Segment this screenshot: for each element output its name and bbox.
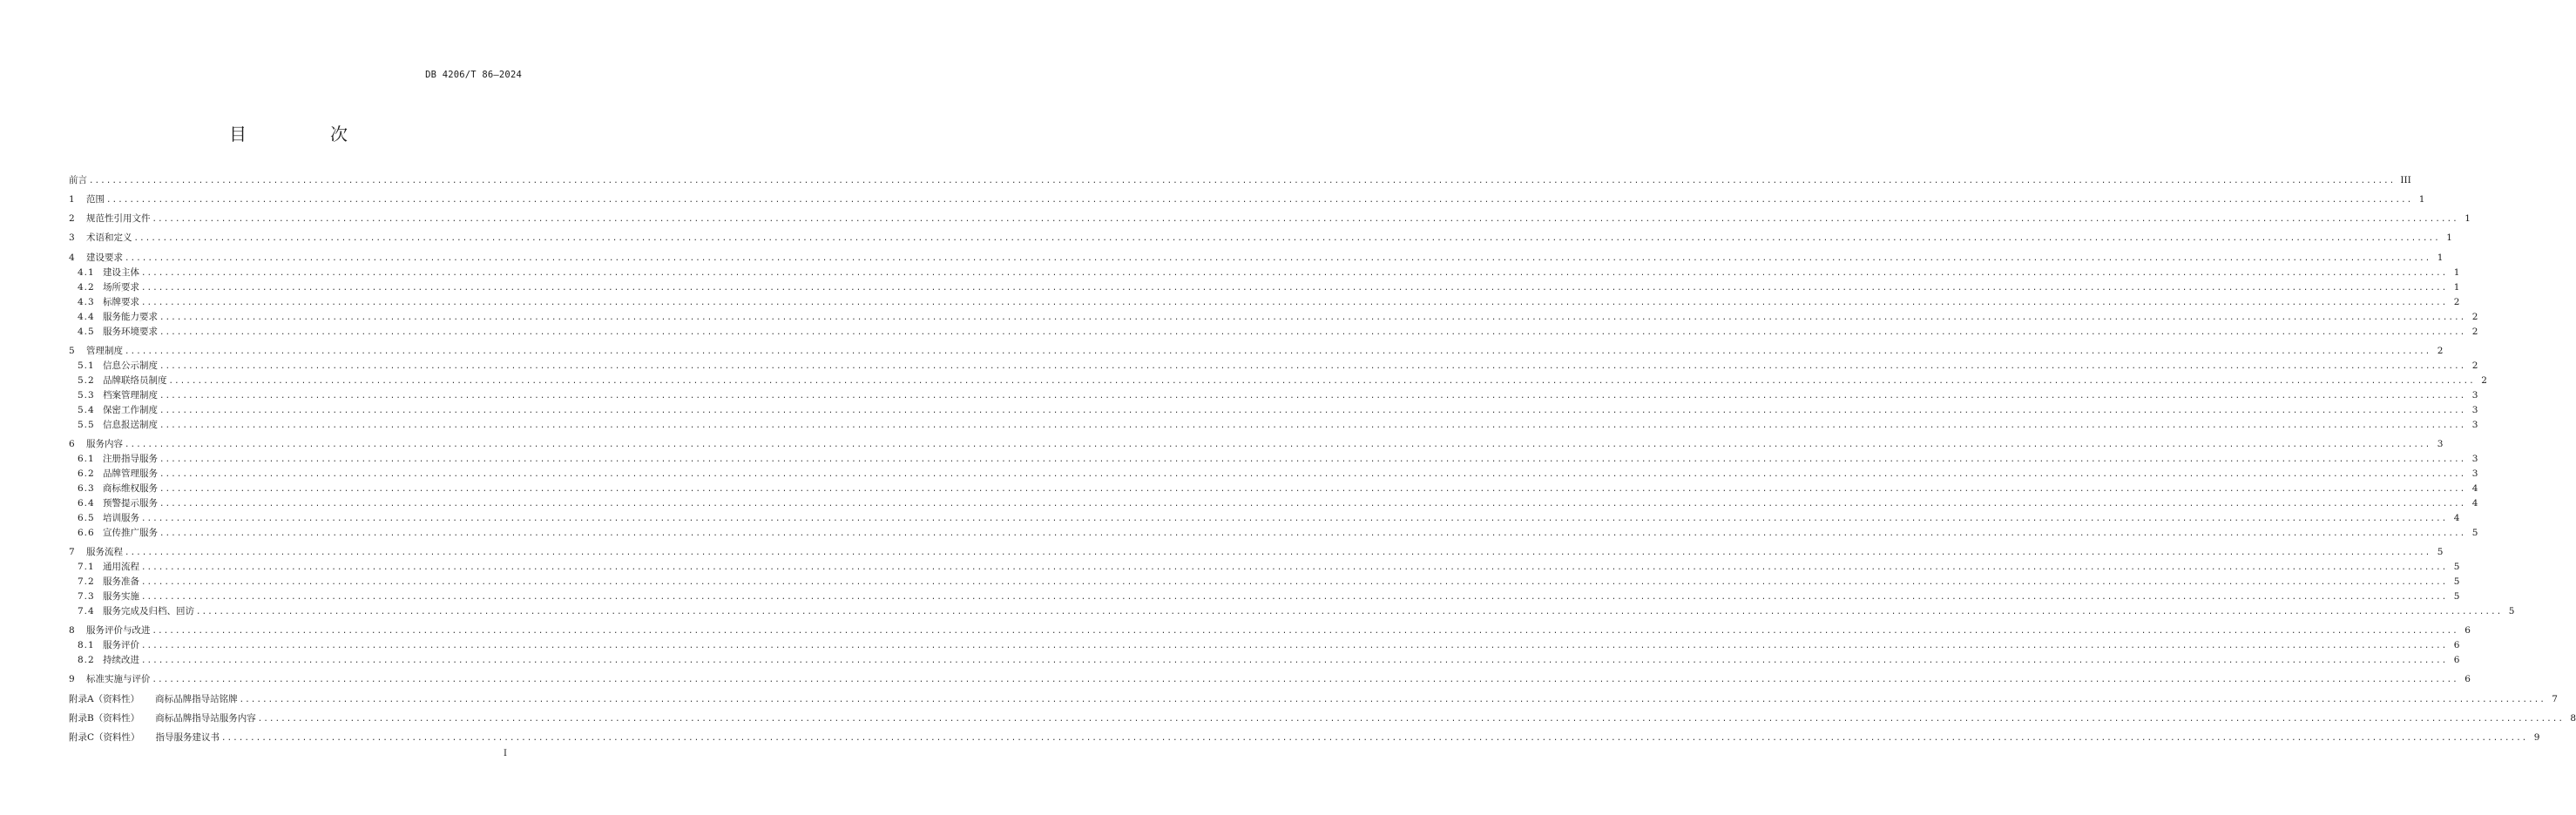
dot-leader: ................................................................................................................................................................................................................................................................................................................................................................................................................ — [125, 549, 2431, 557]
toc-entry-page: 6 — [2453, 640, 2460, 650]
toc-entry-number: 7 — [69, 547, 75, 557]
toc-entry[interactable] — [69, 511, 2460, 526]
toc-entry-page: 6 — [2453, 655, 2460, 665]
toc-entry-number: 7.3 — [78, 591, 95, 602]
toc-entry[interactable] — [69, 545, 2444, 560]
toc-entry[interactable] — [69, 623, 2471, 638]
toc-entry-number: 4.4 — [78, 312, 95, 322]
toc-entry-number: 附录A（资料性） — [69, 694, 140, 704]
toc-entry[interactable] — [69, 589, 2460, 604]
toc-entry-number: 6 — [69, 439, 75, 449]
toc-entry[interactable] — [69, 692, 2558, 707]
dot-leader: ................................................................................................................................................................................................................................................................................................................................................................................................................ — [141, 657, 2448, 665]
dot-leader: ................................................................................................................................................................................................................................................................................................................................................................................................................ — [159, 500, 2466, 509]
toc-entry-number: 6.4 — [78, 498, 95, 509]
toc-entry-page: 5 — [2453, 562, 2460, 572]
toc-entry-number: 3 — [69, 232, 75, 243]
toc-entry[interactable] — [69, 192, 2425, 207]
dot-leader: ................................................................................................................................................................................................................................................................................................................................................................................................................ — [257, 715, 2565, 724]
toc-entry-page: 5 — [2453, 591, 2460, 602]
toc-entry-number: 5.5 — [78, 420, 95, 430]
toc-entry[interactable] — [69, 231, 2452, 246]
toc-entry-title: 注册指导服务 — [103, 454, 158, 464]
toc-entry-title: 信息公示制度 — [103, 360, 158, 371]
toc-entry-number: 9 — [69, 674, 75, 684]
dot-leader: ................................................................................................................................................................................................................................................................................................................................................................................................................ — [159, 470, 2466, 479]
dot-leader: ................................................................................................................................................................................................................................................................................................................................................................................................................ — [221, 734, 2528, 743]
toc-entry-page: 3 — [2471, 468, 2478, 479]
toc-entry-title: 服务评价 — [103, 640, 139, 650]
page-number: I — [504, 749, 507, 758]
toc-entry-number: 5.1 — [78, 360, 95, 371]
toc-entry-number: 7.4 — [78, 606, 95, 616]
toc-entry-number: 6.1 — [78, 454, 95, 464]
toc-entry[interactable] — [69, 604, 2515, 619]
dot-leader: ................................................................................................................................................................................................................................................................................................................................................................................................................ — [239, 696, 2546, 704]
toc-entry-number: 5.4 — [78, 405, 95, 415]
toc-entry-title: 场所要求 — [103, 282, 139, 293]
toc-entry-title: 品牌管理服务 — [103, 468, 158, 479]
standard-code: DB 4206/T 86—2024 — [425, 70, 522, 80]
toc-entry[interactable] — [69, 403, 2478, 418]
page-title: 目 次 — [229, 124, 381, 145]
toc-entry-title: 范围 — [86, 194, 105, 205]
toc-entry[interactable] — [69, 482, 2478, 496]
toc-entry[interactable] — [69, 344, 2444, 359]
dot-leader: ................................................................................................................................................................................................................................................................................................................................................................................................................ — [133, 234, 2440, 243]
dot-leader: ................................................................................................................................................................................................................................................................................................................................................................................................................ — [141, 642, 2448, 650]
toc-entry-title: 标牌要求 — [103, 297, 139, 307]
dot-leader: ................................................................................................................................................................................................................................................................................................................................................................................................................ — [152, 215, 2458, 224]
toc-entry-page: 3 — [2471, 454, 2478, 464]
toc-entry-number: 2 — [69, 213, 75, 224]
toc-entry-title: 档案管理制度 — [103, 390, 158, 401]
toc-entry-title: 指导服务建议书 — [155, 732, 220, 743]
toc-entry[interactable] — [69, 295, 2460, 310]
toc-entry-title: 规范性引用文件 — [86, 213, 151, 224]
toc-entry-page: 1 — [2446, 232, 2452, 243]
toc-entry-title: 持续改进 — [103, 655, 139, 665]
toc-entry-title: 前言 — [69, 175, 87, 185]
toc-entry[interactable] — [69, 638, 2460, 653]
toc-entry-number: 6.2 — [78, 468, 95, 479]
dot-leader: ................................................................................................................................................................................................................................................................................................................................................................................................................ — [141, 563, 2448, 572]
dot-leader: ................................................................................................................................................................................................................................................................................................................................................................................................................ — [159, 313, 2466, 322]
toc-entry-title: 保密工作制度 — [103, 405, 158, 415]
toc-entry-page: 3 — [2471, 405, 2478, 415]
dot-leader: ................................................................................................................................................................................................................................................................................................................................................................................................................ — [159, 407, 2466, 415]
toc-entry-page: 2 — [2471, 360, 2478, 371]
toc-entry-title: 预警提示服务 — [103, 498, 158, 509]
toc-entry[interactable] — [69, 251, 2444, 266]
toc-entry-title: 信息报送制度 — [103, 420, 158, 430]
toc-entry-number: 1 — [69, 194, 75, 205]
toc-entry-number: 附录C（资料性） — [69, 732, 140, 743]
dot-leader: ................................................................................................................................................................................................................................................................................................................................................................................................................ — [141, 299, 2448, 307]
toc-entry-title: 建设主体 — [103, 267, 139, 278]
toc-entry-page: 5 — [2471, 528, 2478, 538]
toc-entry-title: 通用流程 — [103, 562, 139, 572]
dot-leader: ................................................................................................................................................................................................................................................................................................................................................................................................................ — [159, 392, 2466, 401]
toc-entry-page: 2 — [2481, 375, 2487, 386]
toc-entry[interactable] — [69, 280, 2460, 295]
toc-entry-title: 商标维权服务 — [103, 483, 158, 494]
dot-leader: ................................................................................................................................................................................................................................................................................................................................................................................................................ — [168, 377, 2475, 386]
toc-entry[interactable] — [69, 212, 2471, 226]
toc-entry-page: 5 — [2437, 547, 2444, 557]
toc-entry-number: 4.1 — [78, 267, 95, 278]
toc-entry[interactable] — [69, 496, 2478, 511]
toc-entry-page: 3 — [2437, 439, 2444, 449]
dot-leader: ................................................................................................................................................................................................................................................................................................................................................................................................................ — [141, 593, 2448, 602]
toc-entry[interactable] — [69, 731, 2540, 745]
toc-entry-page: III — [2400, 175, 2411, 185]
toc-entry-number: 6.5 — [78, 513, 95, 523]
toc-entry-number: 7.2 — [78, 576, 95, 587]
dot-leader: ................................................................................................................................................................................................................................................................................................................................................................................................................ — [159, 529, 2466, 538]
dot-leader: ................................................................................................................................................................................................................................................................................................................................................................................................................ — [159, 421, 2466, 430]
toc-entry[interactable] — [69, 266, 2460, 280]
dot-leader: ................................................................................................................................................................................................................................................................................................................................................................................................................ — [196, 608, 2503, 616]
dot-leader: ................................................................................................................................................................................................................................................................................................................................................................................................................ — [89, 177, 2396, 185]
toc-entry-title: 服务实施 — [103, 591, 139, 602]
toc-entry-number: 4.3 — [78, 297, 95, 307]
toc-entry-page: 3 — [2471, 390, 2478, 401]
toc-entry-number: 6.6 — [78, 528, 95, 538]
toc-entry-title: 术语和定义 — [86, 232, 132, 243]
toc-entry-title: 服务准备 — [103, 576, 139, 587]
toc-entry[interactable] — [69, 711, 2576, 726]
dot-leader: ................................................................................................................................................................................................................................................................................................................................................................................................................ — [125, 441, 2431, 449]
dot-leader: ................................................................................................................................................................................................................................................................................................................................................................................................................ — [152, 627, 2458, 636]
toc-entry-page: 4 — [2471, 483, 2478, 494]
toc-entry-number: 4.2 — [78, 282, 95, 293]
toc-entry[interactable] — [69, 325, 2478, 340]
toc-entry-page: 3 — [2471, 420, 2478, 430]
toc-entry-page: 1 — [2418, 194, 2425, 205]
dot-leader: ................................................................................................................................................................................................................................................................................................................................................................................................................ — [159, 328, 2466, 337]
toc-entry-page: 5 — [2508, 606, 2515, 616]
toc-entry-page: 1 — [2453, 282, 2460, 293]
toc-entry-title: 服务评价与改进 — [86, 625, 151, 636]
toc-entry-title: 培训服务 — [103, 513, 139, 523]
toc-entry-page: 9 — [2533, 732, 2540, 743]
dot-leader: ................................................................................................................................................................................................................................................................................................................................................................................................................ — [159, 455, 2466, 464]
dot-leader: ................................................................................................................................................................................................................................................................................................................................................................................................................ — [106, 196, 2413, 205]
toc-entry-page: 1 — [2464, 213, 2471, 224]
dot-leader: ................................................................................................................................................................................................................................................................................................................................................................................................................ — [125, 254, 2431, 263]
toc-entry-page: 2 — [2437, 346, 2444, 356]
toc-entry[interactable] — [69, 467, 2478, 482]
toc-entry[interactable] — [69, 452, 2478, 467]
toc-entry[interactable] — [69, 359, 2478, 374]
toc-entry-number: 4 — [69, 253, 75, 263]
toc-entry-title: 服务内容 — [86, 439, 123, 449]
toc-entry[interactable] — [69, 437, 2444, 452]
dot-leader: ................................................................................................................................................................................................................................................................................................................................................................................................................ — [159, 362, 2466, 371]
toc-entry[interactable] — [69, 672, 2471, 687]
toc-entry-title: 服务环境要求 — [103, 327, 158, 337]
toc-entry-title: 商标品牌指导站铭牌 — [155, 694, 238, 704]
toc-entry-title: 宣传推广服务 — [103, 528, 158, 538]
toc-entry-page: 4 — [2453, 513, 2460, 523]
toc-entry[interactable] — [69, 173, 2411, 188]
toc-entry-page: 6 — [2464, 625, 2471, 636]
dot-leader: ................................................................................................................................................................................................................................................................................................................................................................................................................ — [159, 485, 2466, 494]
toc-entry-number: 8.1 — [78, 640, 95, 650]
toc-entry-number: 5.2 — [78, 375, 95, 386]
toc-entry-page: 1 — [2453, 267, 2460, 278]
toc-entry-page: 5 — [2453, 576, 2460, 587]
toc-entry[interactable] — [69, 418, 2478, 433]
toc-entry-title: 建设要求 — [86, 253, 123, 263]
toc-entry-number: 附录B（资料性） — [69, 713, 140, 724]
toc-entry-title: 服务完成及归档、回访 — [103, 606, 194, 616]
dot-leader: ................................................................................................................................................................................................................................................................................................................................................................................................................ — [141, 269, 2448, 278]
toc-entry[interactable] — [69, 526, 2478, 541]
toc-entry[interactable] — [69, 560, 2460, 575]
dot-leader: ................................................................................................................................................................................................................................................................................................................................................................................................................ — [141, 515, 2448, 523]
toc-entry[interactable] — [69, 310, 2478, 325]
toc-entry-title: 管理制度 — [86, 346, 123, 356]
toc-entry-page: 4 — [2471, 498, 2478, 509]
toc-entry[interactable] — [69, 374, 2487, 388]
toc-entry-title: 标准实施与评价 — [86, 674, 151, 684]
toc-entry[interactable] — [69, 653, 2460, 668]
toc-entry-number: 4.5 — [78, 327, 95, 337]
toc-entry-page: 2 — [2453, 297, 2460, 307]
dot-leader: ................................................................................................................................................................................................................................................................................................................................................................................................................ — [152, 676, 2458, 684]
toc-entry-page: 6 — [2464, 674, 2471, 684]
dot-leader: ................................................................................................................................................................................................................................................................................................................................................................................................................ — [125, 347, 2431, 356]
toc-entry-number: 8 — [69, 625, 75, 636]
toc-entry[interactable] — [69, 575, 2460, 589]
toc-entry-title: 服务能力要求 — [103, 312, 158, 322]
toc-entry-page: 7 — [2552, 694, 2558, 704]
toc-entry-number: 7.1 — [78, 562, 95, 572]
toc-entry-page: 2 — [2471, 327, 2478, 337]
toc-entry-number: 5.3 — [78, 390, 95, 401]
toc-entry-title: 商标品牌指导站服务内容 — [155, 713, 256, 724]
toc-entry-number: 5 — [69, 346, 75, 356]
toc-entry[interactable] — [69, 388, 2478, 403]
toc-entry-title: 服务流程 — [86, 547, 123, 557]
toc-entry-title: 品牌联络员制度 — [103, 375, 167, 386]
toc-entry-page: 1 — [2437, 253, 2444, 263]
toc-entry-number: 8.2 — [78, 655, 95, 665]
toc-entry-number: 6.3 — [78, 483, 95, 494]
dot-leader: ................................................................................................................................................................................................................................................................................................................................................................................................................ — [141, 578, 2448, 587]
dot-leader: ................................................................................................................................................................................................................................................................................................................................................................................................................ — [141, 284, 2448, 293]
toc-entry-page: 8 — [2570, 713, 2576, 724]
toc-entry-page: 2 — [2471, 312, 2478, 322]
